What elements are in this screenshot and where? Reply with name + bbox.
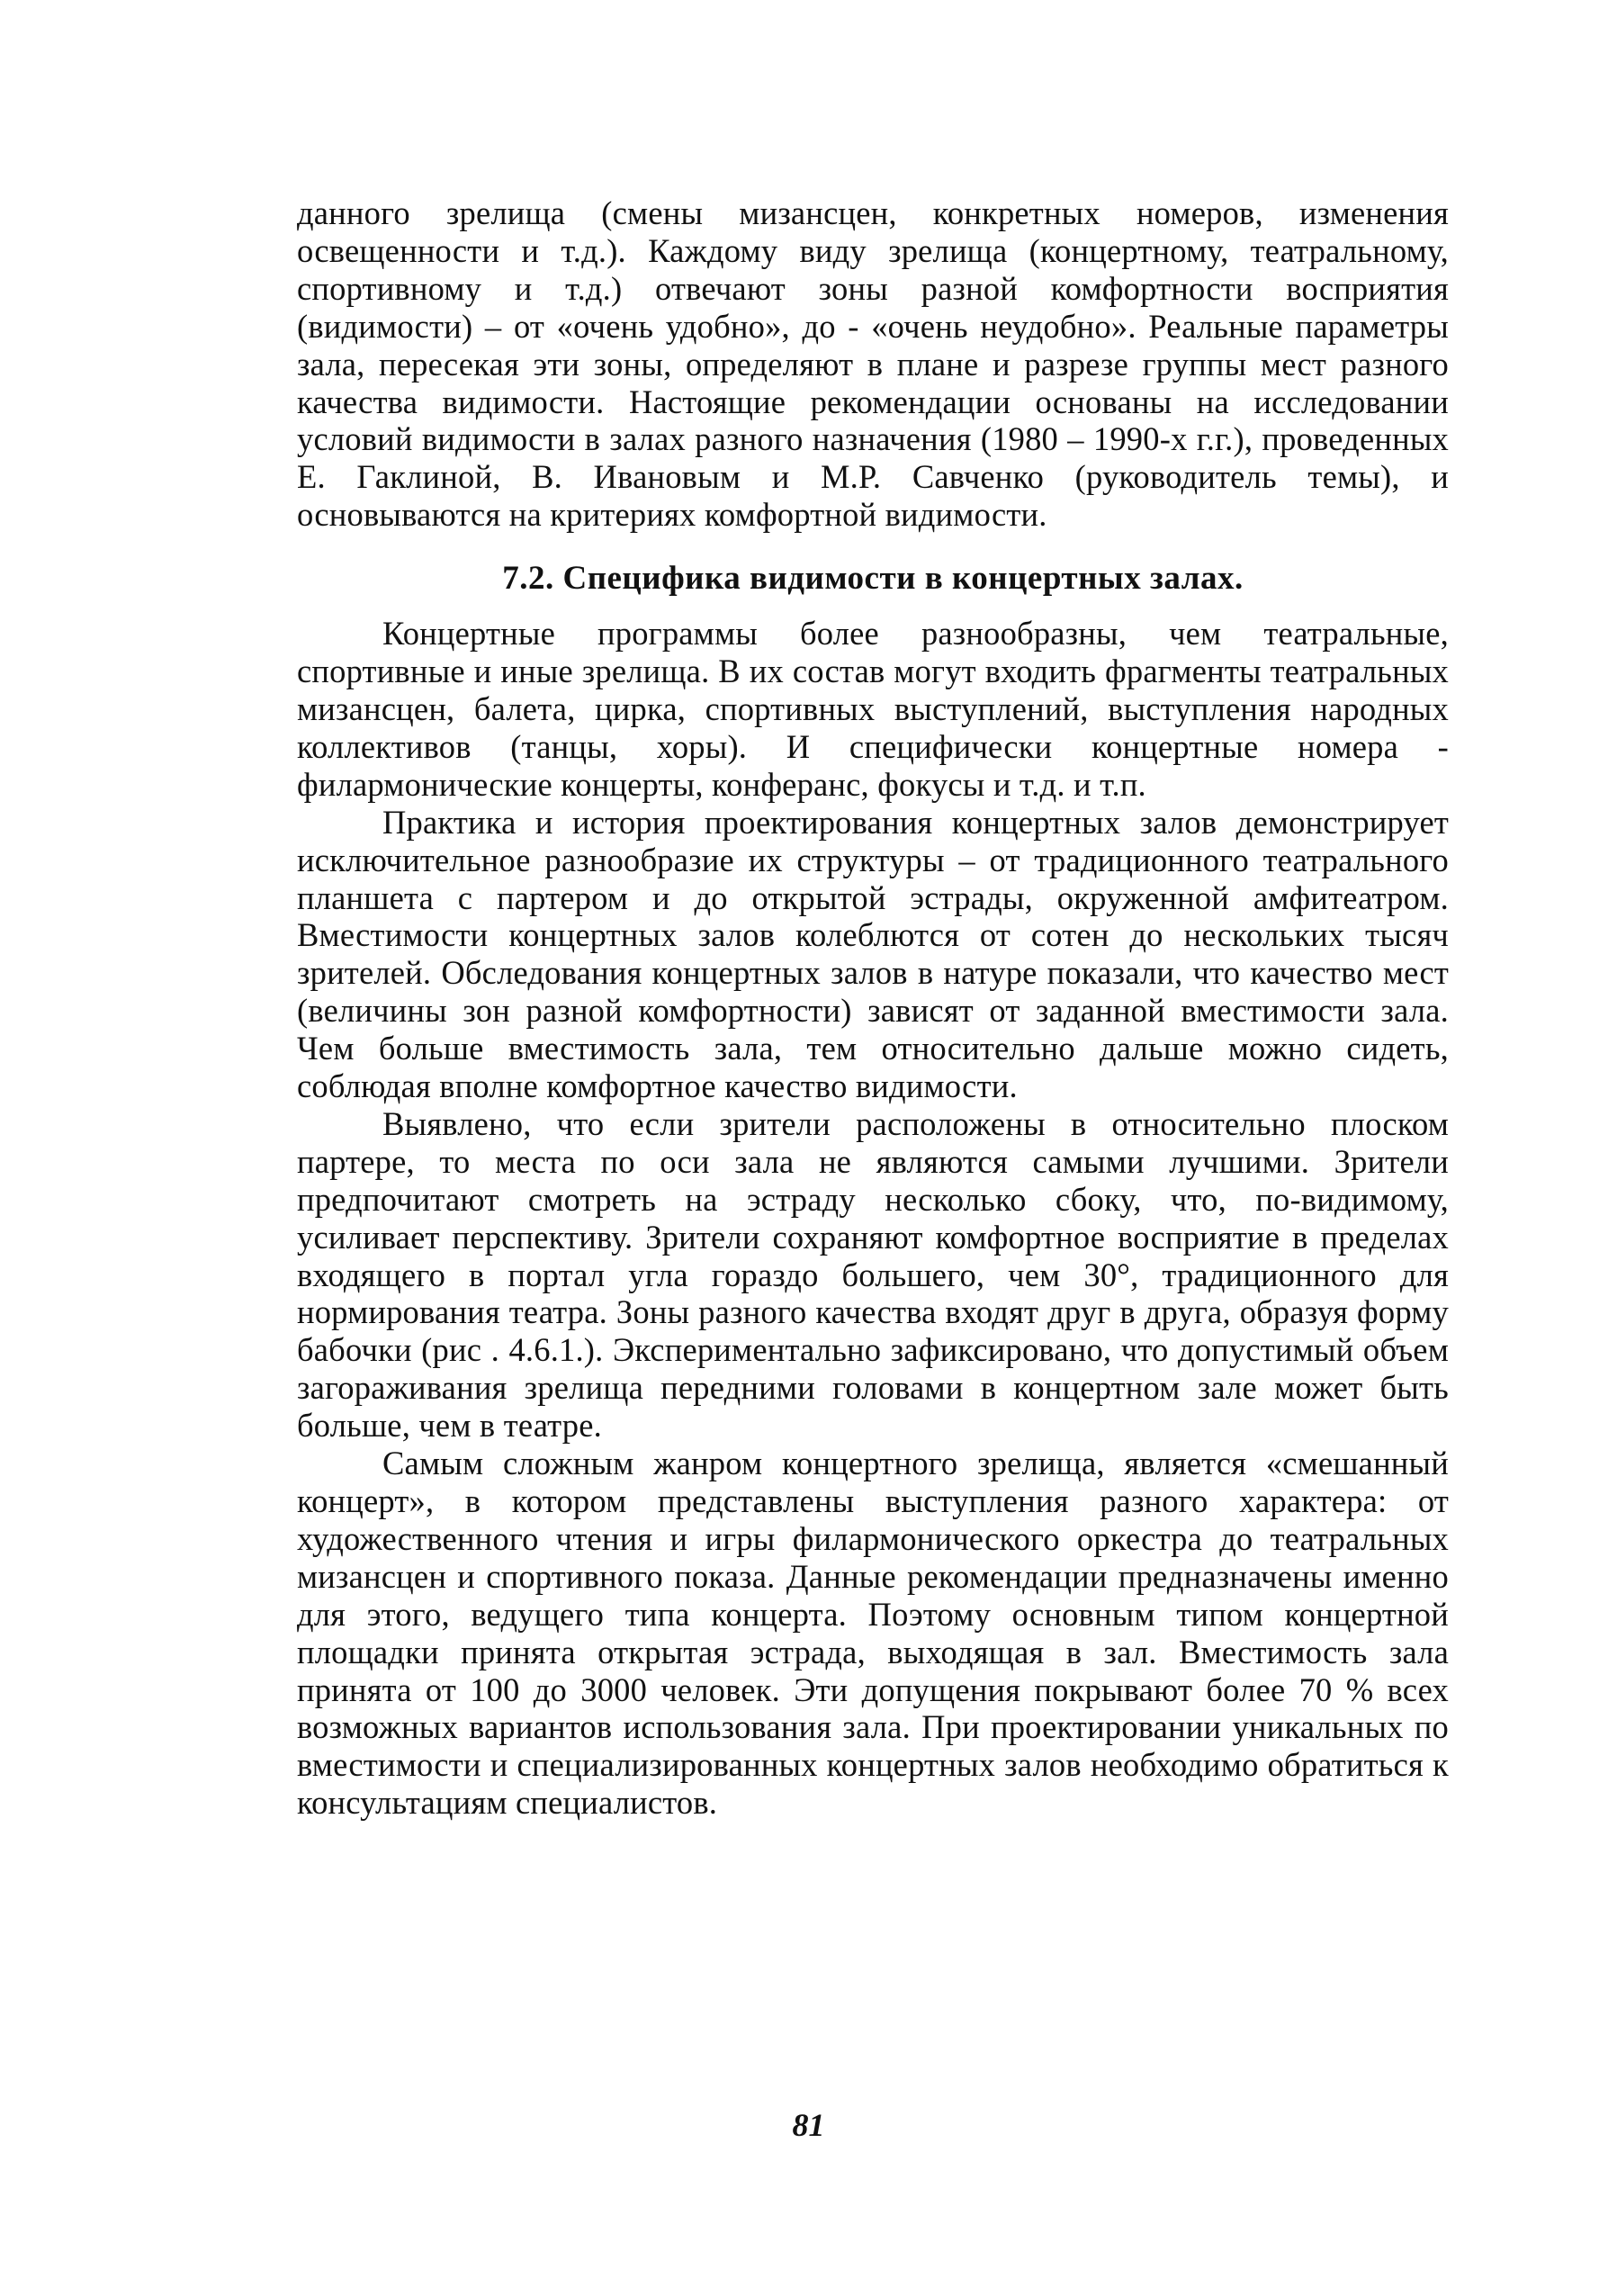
paragraph-3: Выявлено, что если зрители расположены в относительно плоском партере, то места по оси зала не являются самыми лучшими. Зрители предпочитают смотреть на эстраду несколько сбоку, что, по-видимому, усиливает перспективу. Зрители сохраняют комфортное восприятие в пределах входящего в портал угла гораздо большего, чем 30°, традиционного для нормирования театра. Зоны разного качества входят друг в друга, образуя форму бабочки (рис . 4.6.1.). Экспериментально зафиксировано, что допустимый объем загораживания зрелища передними головами в концертном зале может быть больше, чем в театре. [297,1104,1449,1445]
intro-paragraph: данного зрелища (смены мизансцен, конкретных номеров, изменения освещенности и т.д.). Каждому виду зрелища (концертному, театральному, спортивному и т.д.) отвечают зоны разной комфортности восприятия (видимости) – от «очень удобно», до - «очень неудобно». Реальные параметры зала, пересекая эти зоны, определяют в плане и разрезе группы мест разного качества видимости. Настоящие рекомендации основаны на исследовании условий видимости в залах разного назначения (1980 – 1990-х г.г.), проведенных Е. Гаклиной, В. Ивановым и М.Р. Савченко (руководитель темы), и основываются на критериях комфортной видимости. [297,194,1449,534]
section-heading: 7.2. Специфика видимости в концертных залах. [502,560,1244,598]
text-column [297,194,1449,1822]
page-number: 81 [792,2107,825,2143]
paragraph-1: Концертные программы более разнообразны, чем театральные, спортивные и иные зрелища. В их состав могут входить фрагменты театральных мизансцен, балета, цирка, спортивных выступлений, выступления народных коллективов (танцы, хоры). И специфически концертные номера - филармонические концерты, конферанс, фокусы и т.д. и т.п. [297,615,1449,803]
paragraph-4: Самым сложным жанром концертного зрелища, является «смешанный концерт», в котором представлены выступления разного характера: от художественного чтения и игры филармонического оркестра до театральных мизансцен и спортивного показа. Данные рекомендации предназначены именно для этого, ведущего типа концерта. Поэтому основным типом концертной площадки принята открытая эстрада, выходящая в зал. Вместимость зала принята от 100 до 3000 человек. Эти допущения покрывают более 70 % всех возможных вариантов использования зала. При проектировании уникальных по вместимости и специализированных концертных залов необходимо обратиться к консультациям специалистов. [297,1445,1449,1822]
paragraph-2: Практика и история проектирования концертных залов демонстрирует исключительное разнообразие их структуры – от традиционного театрального планшета с партером и до открытой эстрады, окруженной амфитеатром. Вместимости концертных залов колеблются от сотен до нескольких тысяч зрителей. Обследования концертных залов в натуре показали, что качество мест (величины зон разной комфортности) зависят от заданной вместимости зала. Чем больше вместимость зала, тем относительно дальше можно сидеть, соблюдая вполне комфортное качество видимости. [297,803,1449,1105]
